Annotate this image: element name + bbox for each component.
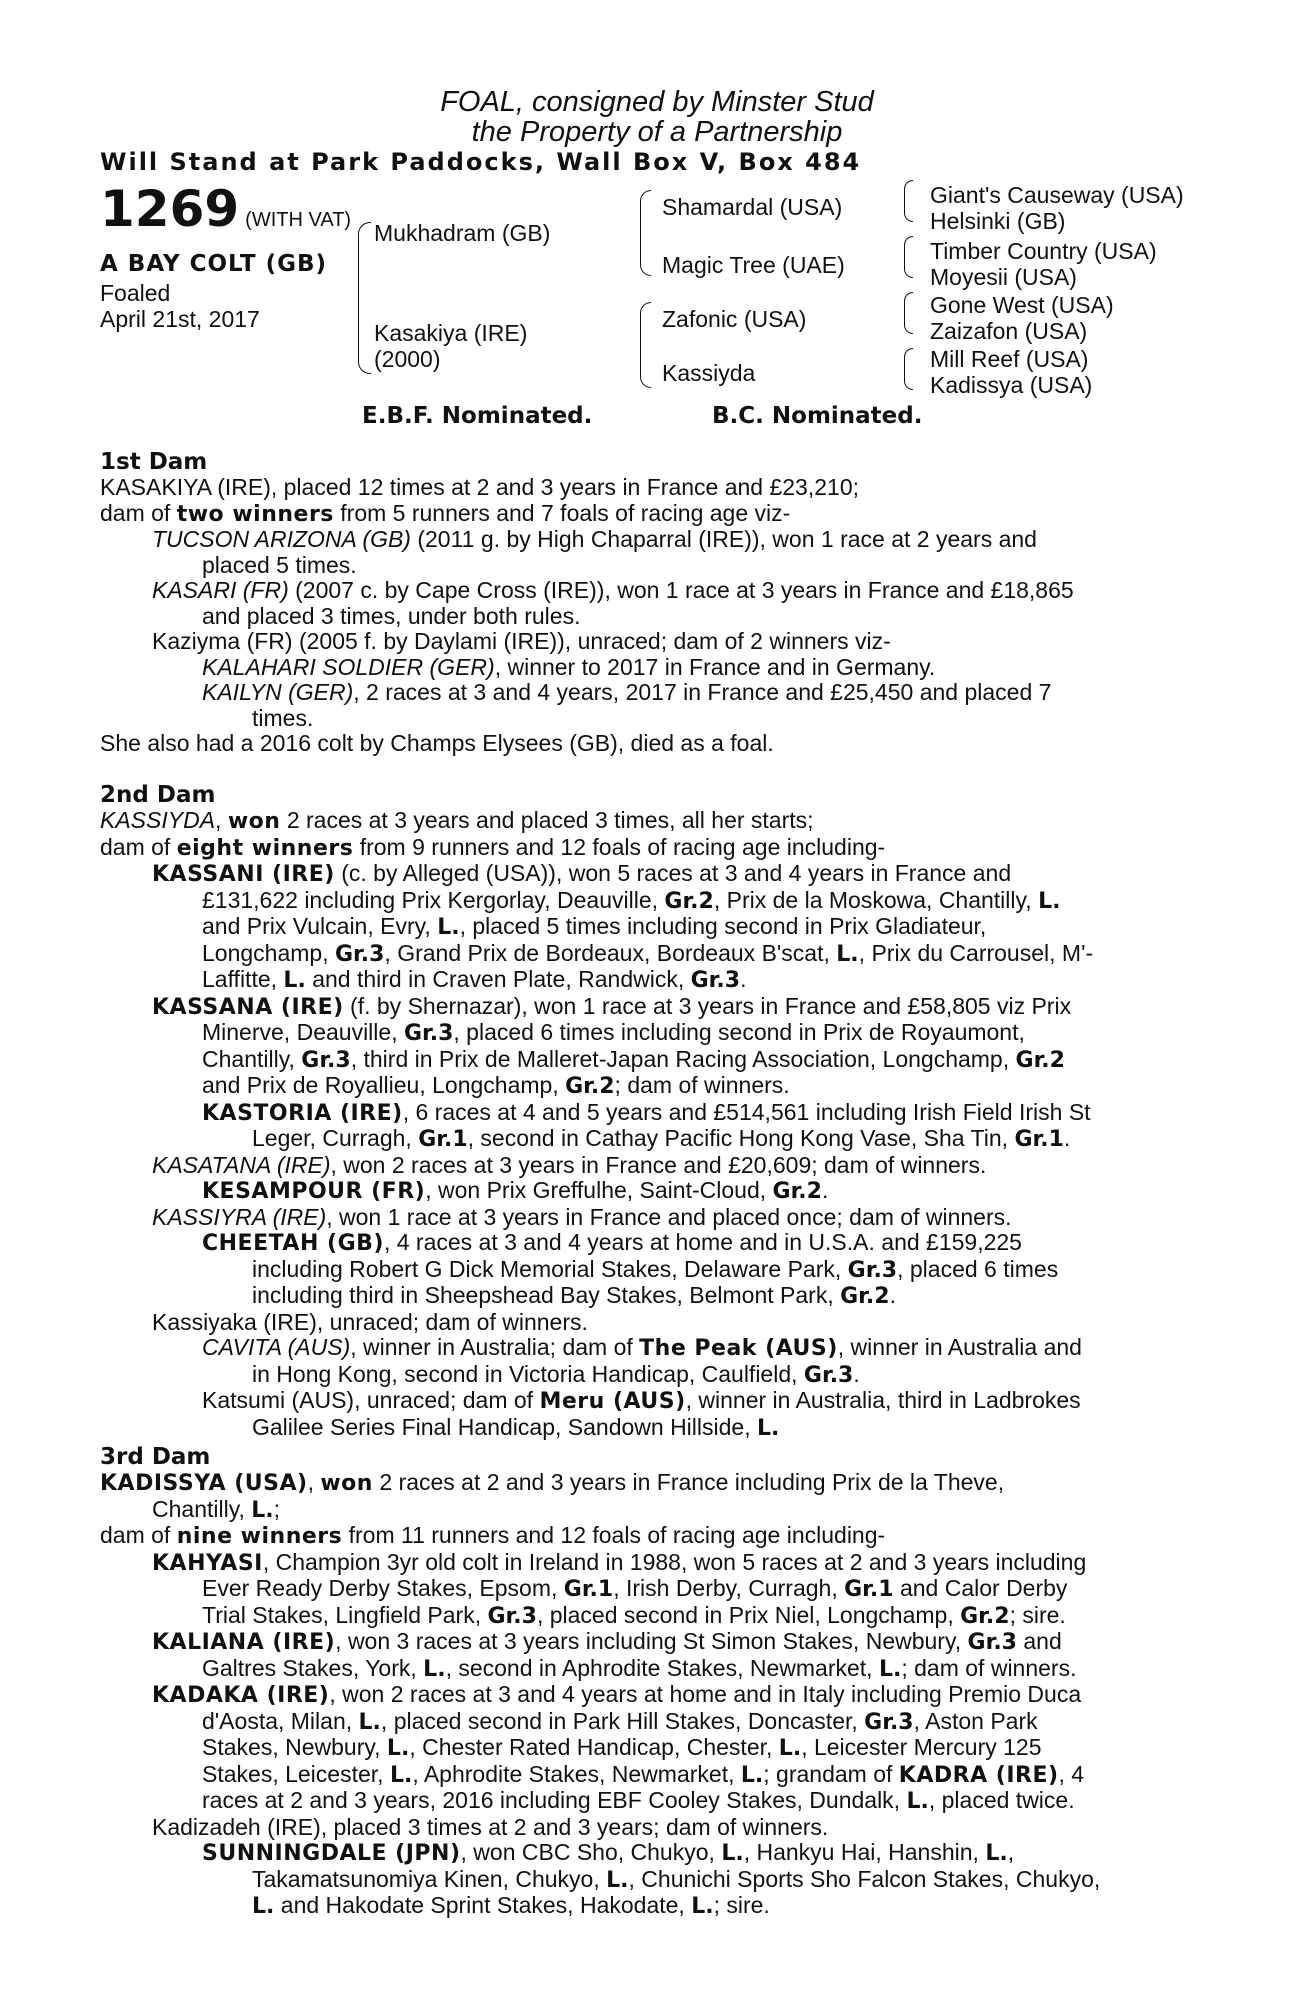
pedigree-text-line [100, 1388, 1210, 1415]
text-run: , winner in Australia and [837, 1334, 1082, 1360]
italic-name: CAVITA (AUS) [202, 1334, 351, 1360]
text-run: Chantilly, [152, 1495, 252, 1522]
first-dam-heading: 1st Dam [100, 449, 208, 475]
pedigree-bracket-g78 [904, 348, 913, 390]
race-grade: L. [358, 1709, 381, 1735]
consignor-line-1: FOAL, consigned by Minster Stud [440, 86, 874, 118]
pedigree-text-line [100, 1523, 1210, 1550]
pedigree-dam-dam: Kassiyda [662, 360, 756, 386]
race-grade: Gr.3 [403, 1021, 454, 1046]
text-run: , placed second in Prix Niel, Longchamp, [536, 1601, 961, 1628]
text-run: placed 5 times. [202, 551, 357, 578]
pedigree-text-line [100, 553, 1210, 579]
text-run: , [1007, 1839, 1015, 1865]
text-run: She also had a 2016 colt by Champs Elysees (GB), died as a foal. [100, 730, 774, 756]
text-run: and Calor Derby [893, 1575, 1068, 1601]
pedigree-text-line [100, 1020, 1210, 1047]
box-location: Will Stand at Park Paddocks, Wall Box V, Box 484 [100, 148, 862, 176]
horse-name: The Peak (AUS) [639, 1336, 838, 1361]
text-run: . [889, 1282, 896, 1308]
pedigree-sire-sire: Shamardal (USA) [662, 194, 843, 220]
race-grade: L. [423, 1656, 446, 1682]
text-run: , placed 6 times including second in Prix de Royaumont, [453, 1019, 1025, 1045]
foaled-label: Foaled [100, 280, 171, 306]
pedigree-text-line [100, 1230, 1210, 1257]
pedigree-text-line [100, 808, 1210, 835]
text-run: Trial Stakes, Lingfield Park, [202, 1601, 488, 1628]
race-grade: Gr.3 [487, 1603, 537, 1629]
text-run: 2 races at 3 years and placed 3 times, all her starts; [280, 807, 814, 833]
text-run: dam of [100, 499, 177, 526]
ebf-nominated: E.B.F. Nominated. [362, 403, 593, 429]
second-dam-section [100, 782, 1210, 1441]
text-run: ; [273, 1495, 281, 1522]
text-run: , Grand Prix de Bordeaux, Bordeaux B'scat, [384, 939, 837, 966]
text-run: , third in Prix de Malleret-Japan Racing Association, Longchamp, [350, 1045, 1016, 1072]
pedigree-dam-year: (2000) [374, 346, 441, 372]
race-grade: Gr.1 [844, 1577, 894, 1602]
pedigree-text-line [100, 1550, 1210, 1577]
horse-name: KESAMPOUR (FR) [202, 1179, 426, 1204]
pedigree-bracket-sire [640, 190, 651, 276]
text-run: , Chunichi Sports Sho Falcon Stakes, Chukyo, [628, 1865, 1101, 1892]
second-dam-heading: 2nd Dam [100, 782, 216, 808]
text-run: , Aphrodite Stakes, Newmarket, [412, 1760, 741, 1787]
pedigree-g3: Timber Country (USA) [930, 238, 1157, 264]
second-dam-lines [100, 808, 1210, 1441]
text-run: ; sire. [1009, 1601, 1066, 1628]
text-run: d'Aosta, Milan, [202, 1707, 359, 1734]
race-grade: Gr.2 [772, 1179, 822, 1204]
text-run: Kaziyma (FR) (2005 f. by Daylami (IRE)), unraced; dam of 2 winners viz- [152, 628, 891, 654]
pedigree-text-line [100, 1629, 1210, 1656]
horse-name: KASTORIA (IRE) [202, 1100, 403, 1126]
horse-name: won [320, 1471, 373, 1496]
text-run: times. [252, 704, 314, 731]
pedigree-bracket-g12 [904, 180, 913, 222]
text-run: , Hankyu Hai, Hanshin, [743, 1839, 986, 1865]
text-run: Chantilly, [202, 1045, 302, 1072]
consignor-line-2: the Property of a Partnership [471, 116, 843, 148]
lot-title: A BAY COLT (GB) [100, 251, 328, 277]
pedigree-text-line [100, 1310, 1210, 1336]
text-run: , won Prix Greffulhe, Saint-Cloud, [425, 1177, 773, 1203]
text-run: Takamatsunomiya Kinen, Chukyo, [252, 1865, 607, 1892]
pedigree-text-line [100, 941, 1210, 968]
horse-name: KASSANA (IRE) [152, 994, 344, 1020]
horse-name: Meru (AUS) [539, 1389, 686, 1414]
text-run: . [740, 966, 747, 992]
pedigree-text-line [100, 1178, 1210, 1205]
text-run: in Hong Kong, second in Victoria Handicap, Caulfield, [252, 1360, 804, 1387]
pedigree-text-line [100, 501, 1210, 528]
text-run: ; sire. [713, 1892, 770, 1918]
text-run: , placed twice. [928, 1787, 1075, 1813]
text-run: (c. by Alleged (USA)), won 5 races at 3 and 4 years in France and [334, 860, 1012, 886]
text-run: including third in Sheepshead Bay Stakes, Belmont Park, [252, 1282, 841, 1308]
text-run: from 11 runners and 12 foals of racing age including- [342, 1522, 886, 1548]
pedigree-text-line [100, 1682, 1210, 1709]
text-run: ; grandam of [763, 1760, 899, 1787]
text-run: from 9 runners and 12 foals of racing age including- [353, 833, 886, 860]
text-run: (2007 c. by Cape Cross (IRE)), won 1 race at 3 years in France and £18,865 [288, 577, 1074, 603]
text-run: . [853, 1360, 860, 1387]
pedigree-text-line [100, 475, 1210, 501]
pedigree-text-line [100, 1470, 1210, 1497]
text-run: , 4 [1058, 1760, 1085, 1787]
race-grade: Gr.3 [967, 1630, 1017, 1655]
horse-name: KALIANA (IRE) [152, 1630, 336, 1655]
text-run: Stakes, Leicester, [202, 1760, 390, 1787]
text-run: Stakes, Newbury, [202, 1734, 387, 1760]
race-grade: Gr.3 [690, 968, 741, 993]
pedigree-text-line [100, 1153, 1210, 1179]
text-run: , winner in Australia; dam of [350, 1334, 640, 1360]
pedigree-bracket-dam [640, 302, 651, 388]
text-run: , Irish Derby, Curragh, [613, 1575, 845, 1601]
race-grade: Gr.2 [565, 1074, 615, 1099]
pedigree-text-line [100, 1362, 1210, 1389]
text-run: , 2 races at 3 and 4 years, 2017 in France and £25,450 and placed 7 [353, 679, 1052, 705]
text-run: , Prix de la Moskowa, Chantilly, [713, 886, 1039, 913]
text-run: Katsumi (AUS), unraced; dam of [202, 1387, 540, 1413]
text-run: , won 3 races at 3 years including St Simon Stakes, Newbury, [335, 1628, 968, 1654]
italic-name: KASARI (FR) [152, 577, 289, 603]
horse-name: won [227, 809, 281, 834]
pedigree-text-line [100, 994, 1210, 1021]
text-run: (2011 g. by High Chaparral (IRE)), won 1 race at 2 years and [410, 526, 1037, 552]
text-run: ; dam of winners. [614, 1072, 790, 1098]
text-run: , second in Aphrodite Stakes, Newmarket, [445, 1654, 879, 1681]
race-grade: Gr.3 [334, 941, 385, 967]
horse-name: SUNNINGDALE (JPN) [202, 1841, 461, 1866]
text-run: , [215, 807, 228, 833]
text-run: from 5 runners and 7 foals of racing age viz- [333, 499, 791, 526]
text-run: Ever Ready Derby Stakes, Epsom, [202, 1575, 564, 1601]
pedigree-g6: Zaizafon (USA) [930, 318, 1088, 344]
race-grade: Gr.2 [1015, 1047, 1065, 1073]
pedigree-text-line [100, 1815, 1210, 1841]
text-run: , winner in Australia, third in Ladbrokes [685, 1387, 1081, 1413]
pedigree-text-line [100, 967, 1210, 994]
text-run: , 4 races at 3 and 4 years at home and in U.S.A. and £159,225 [383, 1229, 1022, 1255]
text-run: , Leicester Mercury 125 [801, 1734, 1042, 1760]
race-grade: L. [283, 968, 306, 993]
horse-name: two winners [176, 501, 334, 527]
race-grade: L. [778, 1736, 802, 1761]
pedigree-dam: Kasakiya (IRE) [374, 320, 528, 346]
horse-name: KAHYASI [152, 1550, 263, 1576]
pedigree-text-line [100, 629, 1210, 655]
pedigree-text-line [100, 1205, 1210, 1231]
pedigree-text-line [100, 1867, 1210, 1894]
race-grade: Gr.1 [418, 1127, 468, 1152]
pedigree-text-line [100, 1335, 1210, 1362]
horse-name: eight winners [176, 835, 354, 861]
race-grade: Gr.2 [664, 888, 714, 914]
pedigree-text-line [100, 604, 1210, 630]
pedigree-sire-dam: Magic Tree (UAE) [662, 252, 845, 278]
pedigree-text-line [100, 680, 1210, 706]
third-dam-heading: 3rd Dam [100, 1444, 211, 1470]
race-grade: L. [906, 1789, 929, 1814]
race-grade: Gr.1 [1014, 1127, 1064, 1152]
text-run: , second in Cathay Pacific Hong Kong Vase, Sha Tin, [467, 1125, 1015, 1151]
text-run: Longchamp, [202, 939, 335, 966]
pedigree-text-line [100, 861, 1210, 888]
race-grade: L. [606, 1867, 629, 1893]
race-grade: L. [386, 1736, 410, 1761]
race-grade: Gr.3 [847, 1257, 898, 1283]
text-run: Galilee Series Final Handicap, Sandown Hillside, [252, 1413, 757, 1440]
text-run: and placed 3 times, under both rules. [202, 602, 581, 629]
pedigree-text-line [100, 706, 1210, 732]
text-run: and [1016, 1628, 1062, 1654]
text-run: (f. by Shernazar), won 1 race at 3 years in France and £58,805 viz Prix [343, 992, 1072, 1019]
pedigree-text-line [100, 1762, 1210, 1789]
pedigree-g5: Gone West (USA) [930, 292, 1114, 318]
horse-name: KADAKA (IRE) [152, 1683, 330, 1708]
pedigree-g2: Helsinki (GB) [930, 208, 1066, 234]
pedigree-text-line [100, 1073, 1210, 1100]
italic-name: KALAHARI SOLDIER (GER) [202, 653, 495, 680]
pedigree-text-line [100, 1603, 1210, 1630]
horse-name: KASSANI (IRE) [152, 862, 335, 887]
text-run: , winner to 2017 in France and in Germany. [494, 653, 936, 680]
pedigree-g1: Giant's Causeway (USA) [930, 182, 1184, 208]
pedigree-bracket-g34 [904, 236, 913, 278]
text-run: , won 2 races at 3 and 4 years at home and in Italy including Premio Duca [329, 1681, 1082, 1707]
foaled-date: April 21st, 2017 [100, 306, 260, 332]
race-grade: L. [836, 941, 859, 967]
pedigree-text-line [100, 1840, 1210, 1867]
pedigree-g8: Kadissya (USA) [930, 372, 1093, 398]
pedigree-text-line [100, 1283, 1210, 1310]
text-run: and Prix de Royallieu, Longchamp, [202, 1072, 566, 1098]
pedigree-dam-sire: Zafonic (USA) [662, 306, 807, 332]
pedigree-text-line [100, 1709, 1210, 1736]
pedigree-sire: Mukhadram (GB) [374, 220, 551, 246]
pedigree-text-line [100, 578, 1210, 604]
text-run: . [1063, 1125, 1071, 1151]
pedigree-text-line [100, 655, 1210, 681]
race-grade: L. [721, 1841, 744, 1866]
text-run: races at 2 and 3 years, 2016 including EBF Cooley Stakes, Dundalk, [202, 1787, 907, 1813]
text-run: , placed second in Park Hill Stakes, Doncaster, [380, 1707, 865, 1734]
pedigree-text-line [100, 1893, 1210, 1920]
pedigree-text-line [100, 835, 1210, 862]
text-run: Galtres Stakes, York, [202, 1654, 424, 1681]
race-grade: L. [1038, 888, 1061, 914]
text-run: Leger, Curragh, [252, 1125, 419, 1151]
text-run: , 6 races at 4 and 5 years and £514,561 including Irish Field Irish St [402, 1098, 1091, 1125]
race-grade: L. [252, 1894, 275, 1919]
vat-note: (WITH VAT) [245, 209, 352, 231]
pedigree-text-line [100, 1126, 1210, 1153]
lot-number: 1269 [100, 180, 240, 238]
text-run: , [307, 1469, 321, 1495]
text-run: Laffitte, [202, 966, 284, 992]
race-grade: L. [389, 1762, 413, 1788]
pedigree-text-line [100, 1257, 1210, 1284]
horse-name: nine winners [176, 1524, 343, 1549]
text-run: 2 races at 2 and 3 years in France including Prix de la Theve, [372, 1469, 1005, 1495]
pedigree-text-line [100, 1047, 1210, 1074]
pedigree-bracket-parents [358, 222, 371, 374]
race-grade: L. [437, 915, 460, 940]
pedigree-text-line [100, 1100, 1210, 1127]
text-run: , won 2 races at 3 years in France and £20,609; dam of winners. [330, 1151, 987, 1178]
pedigree-g4: Moyesii (USA) [930, 264, 1077, 290]
text-run: £131,622 including Prix Kergorlay, Deauville, [202, 886, 665, 913]
race-grade: L. [985, 1841, 1008, 1866]
text-run: dam of [100, 833, 177, 860]
pedigree-text-line [100, 1735, 1210, 1762]
pedigree-text-line [100, 1576, 1210, 1603]
race-grade: L. [740, 1762, 764, 1788]
text-run: , Chester Rated Handicap, Chester, [409, 1734, 779, 1760]
race-grade: L. [251, 1497, 274, 1523]
first-dam-lines [100, 475, 1210, 757]
pedigree-bracket-g56 [904, 292, 913, 334]
third-dam-section [100, 1444, 1210, 1920]
text-run: and Prix Vulcain, Evry, [202, 913, 438, 939]
text-run: , placed 6 times [897, 1255, 1059, 1282]
lot-number-block [100, 180, 351, 238]
race-grade: Gr.1 [563, 1577, 614, 1602]
italic-name: TUCSON ARIZONA (GB) [152, 526, 411, 552]
italic-name: KAILYN (GER) [202, 679, 354, 705]
text-run: ; dam of winners. [901, 1654, 1077, 1681]
text-run: , won 1 race at 3 years in France and placed once; dam of winners. [326, 1203, 1012, 1230]
pedigree-text-line [100, 914, 1210, 941]
bc-nominated: B.C. Nominated. [712, 403, 923, 429]
race-grade: Gr.3 [803, 1362, 854, 1388]
race-grade: L. [878, 1656, 902, 1682]
italic-name: KASATANA (IRE) [152, 1151, 331, 1178]
text-run: , placed 5 times including second in Prix Gladiateur, [459, 913, 987, 939]
race-grade: L. [756, 1415, 780, 1441]
race-grade: Gr.2 [960, 1603, 1010, 1629]
text-run: KASAKIYA (IRE), placed 12 times at 2 and 3 years in France and £23,210; [100, 474, 859, 500]
first-dam-section [100, 449, 1210, 757]
pedigree-text-line [100, 1415, 1210, 1442]
text-run: Kassiyaka (IRE), unraced; dam of winners. [152, 1308, 588, 1335]
pedigree-text-line [100, 1656, 1210, 1683]
italic-name: KASSIYDA [100, 807, 216, 833]
pedigree-text-line [100, 731, 1210, 757]
text-run: and third in Craven Plate, Randwick, [305, 966, 691, 992]
pedigree-text-line [100, 527, 1210, 553]
pedigree-text-line [100, 1497, 1210, 1524]
italic-name: KASSIYRA (IRE) [152, 1203, 327, 1230]
text-run: , Prix du Carrousel, M'- [858, 939, 1094, 966]
text-run: and Hakodate Sprint Stakes, Hakodate, [274, 1892, 692, 1918]
text-run: dam of [100, 1522, 177, 1548]
text-run: , Champion 3yr old colt in Ireland in 1988, won 5 races at 2 and 3 years including [262, 1548, 1087, 1575]
horse-name: CHEETAH (GB) [202, 1231, 384, 1256]
text-run: , won CBC Sho, Chukyo, [460, 1839, 722, 1865]
text-run: , Aston Park [913, 1707, 1038, 1734]
text-run: . [821, 1177, 829, 1203]
horse-name: KADRA (IRE) [898, 1762, 1059, 1788]
race-grade: Gr.3 [301, 1047, 351, 1073]
race-grade: Gr.2 [840, 1284, 890, 1309]
pedigree-text-line [100, 1788, 1210, 1815]
text-run: Kadizadeh (IRE), placed 3 times at 2 and 3 years; dam of winners. [152, 1813, 829, 1840]
text-run: including Robert G Dick Memorial Stakes, Delaware Park, [252, 1255, 848, 1282]
pedigree-g7: Mill Reef (USA) [930, 346, 1089, 372]
horse-name: KADISSYA (USA) [100, 1471, 308, 1496]
race-grade: L. [691, 1894, 714, 1919]
race-grade: Gr.3 [864, 1709, 914, 1735]
pedigree-text-line [100, 888, 1210, 915]
text-run: Minerve, Deauville, [202, 1019, 404, 1045]
third-dam-lines [100, 1470, 1210, 1920]
